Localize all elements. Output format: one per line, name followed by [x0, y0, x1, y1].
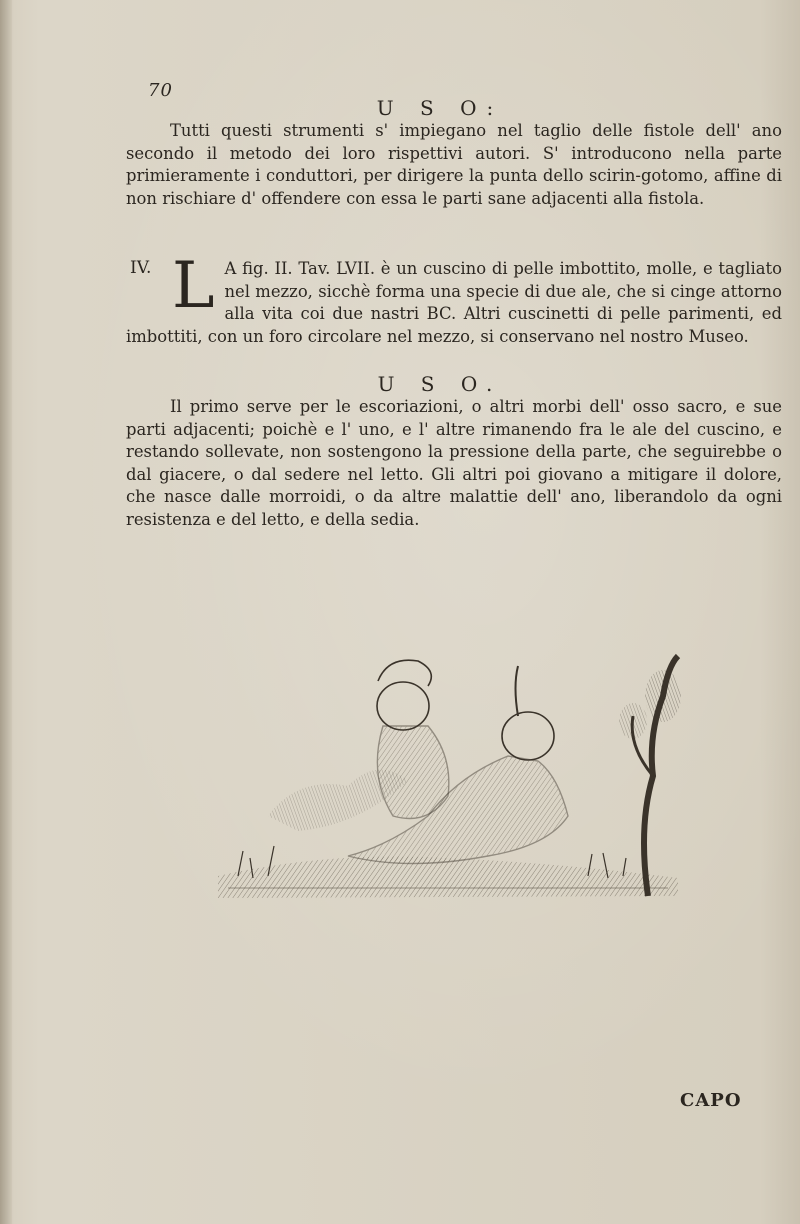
paragraph-strumenti [126, 120, 782, 210]
paragraph-text: Tutti questi strumenti s' impiegano nel taglio delle fistole dell' ano secondo il metodo dei loro rispettivi autori. S' introducono nella parte primieramente i conduttori, per dirigere la punta dello scirin-gotomo, affine di non rischiare d' offendere con essa le parti sane adjacenti alla fistola. [126, 121, 782, 208]
section-heading-uso-2: U S O. [377, 372, 503, 396]
paragraph-text: Il primo serve per le escoriazioni, o altri morbi dell' osso sacro, e sue parti adjacenti; poichè e l' uno, e l' altre rimanendo fra le ale del cuscino, e restando sollevate, non sostengono la pressione della parte, che seguirebbe o dal giacere, o dal sedere nel letto. Gli altri poi giovano a mitigare il dolore, che nasce dalle morroidi, o da altre malattie dell' ano, liberandolo da ogni resistenza e del letto, e della sedia. [126, 397, 782, 529]
section-heading-uso: U S O: [376, 96, 504, 120]
drop-cap: L [172, 249, 215, 323]
paragraph-text: A fig. II. Tav. LVII. è un cuscino di pelle imbottito, molle, e tagliato nel mezzo, sicchè forma una specie di due ale, che si cinge attorno alla vita coi due nastri BC. Altri cuscinetti di pelle parimenti, ed imbottiti, con un foro circolare nel mezzo, si conservano nel nostro Museo. [126, 259, 782, 346]
catchword: CAPO [680, 1090, 742, 1111]
paragraph-primo-serve [126, 396, 782, 531]
section-marker: IV. [130, 258, 152, 278]
paragraph-cuscino [126, 249, 782, 348]
page-edge [0, 0, 12, 1224]
page-number: 70 [148, 80, 173, 101]
engraving-vignette [208, 626, 686, 904]
